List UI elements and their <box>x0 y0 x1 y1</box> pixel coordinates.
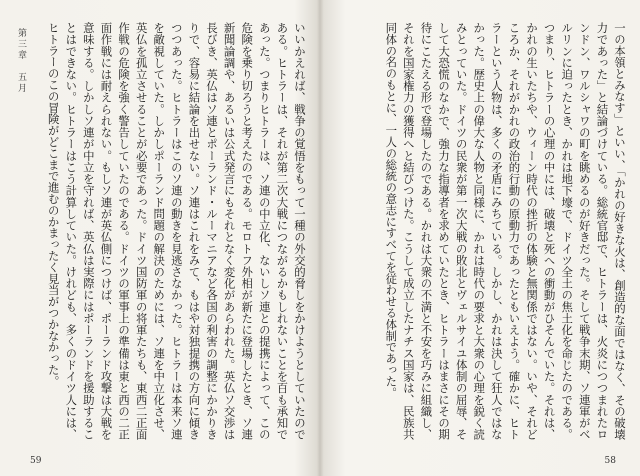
right-page <box>322 0 640 476</box>
body-paragraph: 一の本領とみなす」といい、「かれの好きな火は、創造的な面ではなく、その破壊力であった」と結論づけている。総統官邸で、ヒトラーは、火炎につつまれたロンドン、ワルシャワの町を眺めるのが好きだった。そして戦争末期、ソ連軍がベルリンに迫ったとき、かれは地下壕で、ドイツ全土の焦土化を命じたのである。つまり、ヒトラーの心理の中には、破壊と死への衝動がひそんでいた。それは、かれの生いたちや、ウィーン時代の挫折の体験と無関係ではない。いや、それどころか、それがかれの政治的行動の原動力であったともいえよう。確かに、ヒトラーという人物は、多くの矛盾にみちている。しかし、かれは決して狂人ではなかった。歴史上の偉大な人物と同様に、かれは時代の要求と大衆の心理を鋭く読みとっていた。ドイツの民衆が第一次大戦の敗北とヴェルサイユ体制の屈辱、そして大恐慌のなかで、強力な指導者を求めていたとき、ヒトラーはまさにその期待にこたえる形で登場したのである。かれは大衆の不満と不安を巧みに組織し、それを国家権力の獲得へと結びつけた。こうして成立したナチス国家は、民族共同体の名のもとに、一人の総統の意志にすべてを従わせる体制であった。 <box>384 22 627 440</box>
page-number-right: 58 <box>604 456 616 466</box>
body-paragraph: いいかえれば、戦争の覚悟をもって一種の外交的脅しをかけようとしていたのである。ヒトラーは、それが第二次大戦につながるかもしれないことを百も承知であった。つまりヒトラーは、ソ連の中立化、ないしソ連との提携によって、この危険を乗り切ろうと考えたのである。モロトフ外相が新たに登場したとき、ソ連新聞論調や、あるいは公式発言にもそれとなく変化があらわれた。英仏ソ交渉は長びき、英仏はソ連とポーランド・ルーマニアなど各国の利害の調整にかかりきりで、容易に結論を出せない。ソ連はこれをみて、もはや対独提携の方向に傾きつつあった。ヒトラーはこのソ連の動きを見逃さなかった。ヒトラーは本来ソ連を敵視していた。しかしポーランド問題の解決のためには、ソ連を中立化させ、英仏を孤立させることが必要であった。ドイツ国防軍の将軍たちも、東西二正面作戦の危険を強く警告していたのである。ドイツの軍事上の準備は東と西の二正面作戦には耐えられない。もしソ連が英仏側につけば、ポーランド攻撃は大戦を意味する。しかしソ連が中立を守れば、英仏は実際にはポーランドを援助することはできない。ヒトラーはこう計算していた。けれども、多くのドイツ人には、ヒトラーのこの冒険がどこまで進むのかまったく見当がつかなかった。 <box>46 22 307 440</box>
running-head: 第三章 五月 <box>16 28 26 94</box>
left-page-body <box>38 22 308 440</box>
right-page-body <box>332 22 628 440</box>
page-number-left: 59 <box>30 456 42 466</box>
left-page <box>0 0 318 476</box>
